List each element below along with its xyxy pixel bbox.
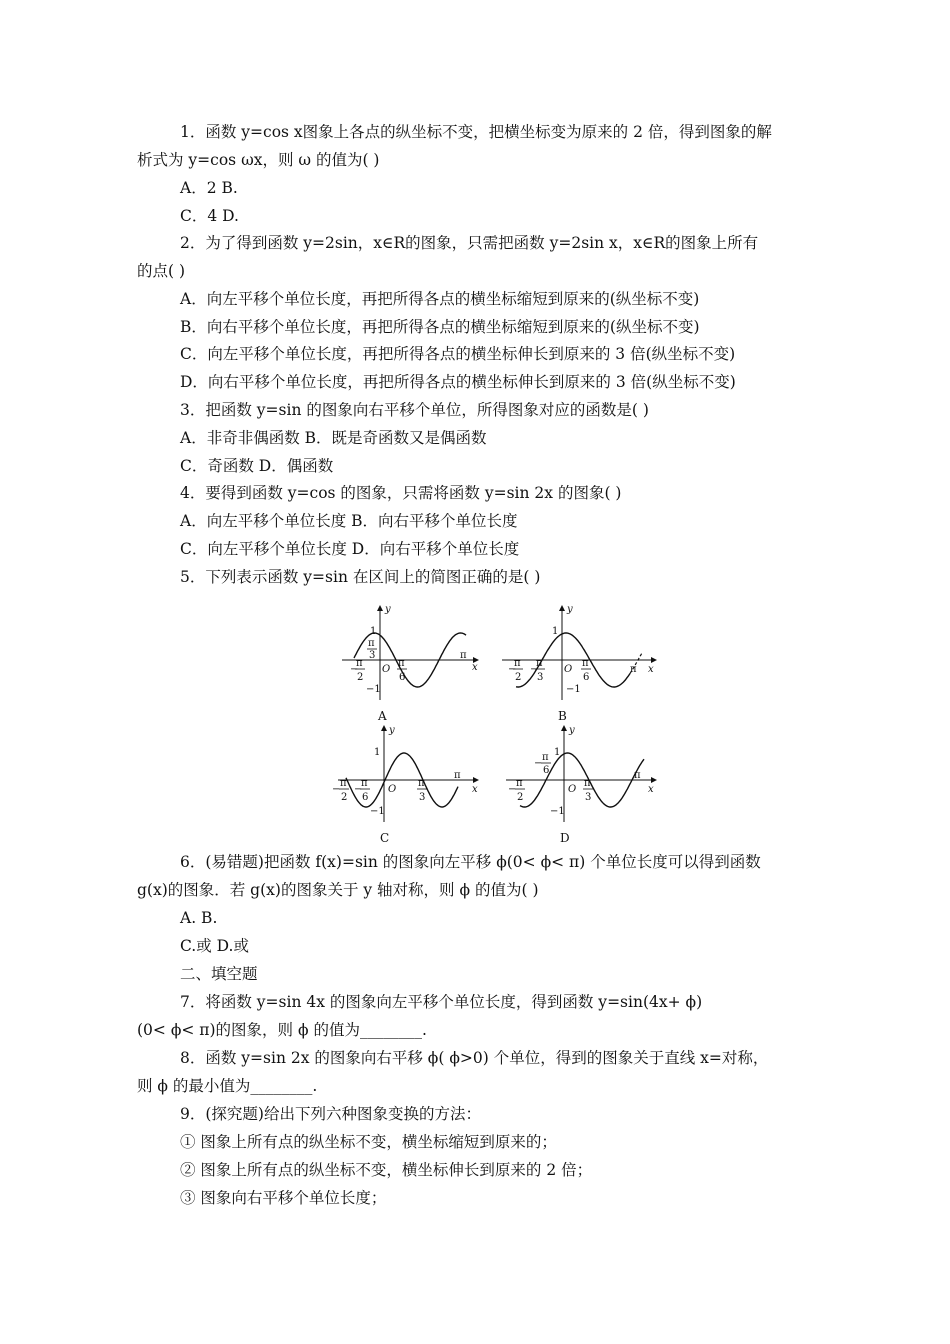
graph-d-origin: O [568, 784, 577, 795]
graph-c-origin: O [388, 784, 397, 795]
graph-a-pi2-den: 2 [357, 672, 364, 683]
graph-a-pi3-num: π [368, 638, 375, 649]
q8-line1: 8．函数 y=sin 2x 的图象向右平移 ϕ( ϕ>0) 个单位，得到的图象关于直线 x=对称， [180, 1049, 769, 1067]
q9-item-2: ② 图象上所有点的纵坐标不变，横坐标伸长到原来的 2 倍； [180, 1161, 593, 1179]
q1-line2: 析式为 y=cos ωx，则 ω 的值为( ) [137, 151, 380, 169]
graph-b-pi2-den: 2 [515, 672, 522, 683]
q7-line1: 7．将函数 y=sin 4x 的图象向左平移个单位长度，得到函数 y=sin(4x+ ϕ) [180, 993, 703, 1011]
graph-c-pi6-den: 6 [362, 792, 369, 803]
graph-b-origin: O [564, 664, 573, 675]
graph-a-neg-one: −1 [366, 684, 381, 695]
graph-a-pi: π [460, 650, 467, 661]
q4-line1: 4．要得到函数 y=cos 的图象，只需将函数 y=sin 2x 的图象( ) [180, 484, 622, 502]
graph-d [506, 725, 656, 845]
graph-c-pi3-num: π [418, 778, 425, 789]
graph-d-pi: π [634, 770, 641, 781]
graph-b-neg-one: −1 [566, 684, 581, 695]
graph-c-x-label: x [472, 784, 478, 795]
graph-c [332, 725, 478, 845]
q3-line1: 3．把函数 y=sin 的图象向右平移个单位，所得图象对应的函数是( ) [180, 401, 649, 419]
q1-line1: 1．函数 y=cos x图象上各点的纵坐标不变，把横坐标变为原来的 2 倍，得到图象的解 [180, 123, 772, 141]
graph-c-pi: π [454, 770, 461, 781]
q2-option-b: B．向右平移个单位长度，再把所得各点的横坐标缩短到原来的(纵坐标不变) [180, 318, 700, 336]
q6-line2: g(x)的图象．若 g(x)的图象关于 y 轴对称，则 ϕ 的值为( ) [137, 881, 539, 899]
q9-line1: 9．(探究题)给出下列六种图象变换的方法： [180, 1105, 481, 1123]
q7-line2: (0< ϕ< π)的图象，则 ϕ 的值为________. [137, 1021, 427, 1039]
graph-a-origin: O [382, 664, 391, 675]
graph-a-one: 1 [370, 626, 377, 637]
graph-b-pi3-num: π [536, 658, 543, 669]
graph-b [502, 604, 656, 723]
q8-line2: 则 ϕ 的最小值为________. [137, 1077, 318, 1095]
graph-a-pi2-num: π [356, 658, 363, 669]
graph-a-pi6-num: π [398, 658, 405, 669]
graph-b-one: 1 [552, 626, 559, 637]
q2-option-a: A．向左平移个单位长度，再把所得各点的横坐标缩短到原来的(纵坐标不变) [180, 290, 700, 308]
graph-c-y-label: y [389, 725, 395, 736]
graph-d-y-label: y [569, 725, 575, 736]
graph-b-pi6-num: π [582, 658, 589, 669]
graph-d-minus: − [508, 784, 517, 795]
q6-options-ab: A. B. [180, 909, 218, 927]
q2-option-c: C．向左平移个单位长度，再把所得各点的横坐标伸长到原来的 3 倍(纵坐标不变) [180, 345, 736, 363]
graph-a-caption: A [378, 709, 387, 723]
q5-graph-figure [330, 600, 670, 850]
graph-d-minus-2: − [534, 758, 543, 769]
graph-d-pi2-num: π [516, 778, 523, 789]
graph-a-x-label: x [472, 662, 478, 673]
graph-a-pi3-den: 3 [369, 650, 376, 661]
q3-options-cd: C．奇函数 D．偶函数 [180, 457, 334, 475]
graph-c-pi2-den: 2 [341, 792, 348, 803]
q2-line2: 的点( ) [137, 262, 186, 280]
graph-c-pi6-num: π [361, 778, 368, 789]
q4-options-ab: A．向左平移个单位长度 B．向右平移个单位长度 [180, 512, 518, 530]
q9-item-3: ③ 图象向右平移个单位长度； [180, 1189, 387, 1207]
graph-d-one: 1 [554, 747, 561, 758]
graph-b-pi: π [630, 664, 637, 675]
graph-d-pi6-den: 6 [543, 765, 550, 776]
q6-line1: 6．(易错题)把函数 f(x)=sin 的图象向左平移 ϕ(0< ϕ< π) 个单位长度可以得到函数 [180, 853, 761, 871]
graph-a-minus: − [350, 664, 359, 675]
graph-d-neg-one: −1 [550, 806, 565, 817]
graph-d-x-label: x [648, 784, 654, 795]
graph-b-pi2-num: π [514, 658, 521, 669]
graph-c-one: 1 [374, 747, 381, 758]
q5-line1: 5．下列表示函数 y=sin 在区间上的简图正确的是( ) [180, 568, 541, 586]
graph-b-caption: B [558, 709, 567, 723]
q6-options-cd: C.或 D.或 [180, 937, 249, 955]
graph-c-pi3-den: 3 [419, 792, 426, 803]
graph-b-minus: − [508, 664, 517, 675]
q9-item-1: ① 图象上所有点的纵坐标不变，横坐标缩短到原来的； [180, 1133, 557, 1151]
graph-c-neg-one: −1 [370, 806, 385, 817]
graph-d-pi2-den: 2 [517, 792, 524, 803]
q3-options-ab: A．非奇非偶函数 B．既是奇函数又是偶函数 [180, 429, 487, 447]
q4-options-cd: C．向左平移个单位长度 D．向右平移个单位长度 [180, 540, 520, 558]
graph-d-pi3-den: 3 [585, 792, 592, 803]
q2-line1: 2．为了得到函数 y=2sin，x∈R的图象，只需把函数 y=2sin x，x∈R的图象上所有 [180, 234, 759, 252]
graph-d-caption: D [560, 831, 570, 845]
graph-c-minus-2: − [354, 784, 363, 795]
graph-b-pi3-den: 3 [537, 672, 544, 683]
graph-a [342, 604, 478, 723]
graph-a-y-label: y [385, 604, 391, 615]
graph-d-pi3-num: π [584, 778, 591, 789]
graph-d-pi6-num: π [542, 752, 549, 763]
graph-c-pi2-num: π [340, 778, 347, 789]
graph-c-minus: − [332, 784, 341, 795]
graph-b-pi6-den: 6 [583, 672, 590, 683]
graph-b-x-label: x [648, 664, 654, 675]
q1-options-cd: C．4 D. [180, 207, 239, 225]
q1-options-ab: A．2 B. [180, 179, 238, 197]
graph-b-minus-2: − [530, 664, 539, 675]
graph-a-pi6-den: 6 [399, 672, 406, 683]
q2-option-d: D．向右平移个单位长度，再把所得各点的横坐标伸长到原来的 3 倍(纵坐标不变) [180, 373, 736, 391]
graph-b-y-label: y [567, 604, 573, 615]
section-fill-blank: 二、填空题 [180, 965, 258, 983]
graph-c-caption: C [380, 831, 390, 845]
q5-graph-svg [330, 600, 670, 850]
